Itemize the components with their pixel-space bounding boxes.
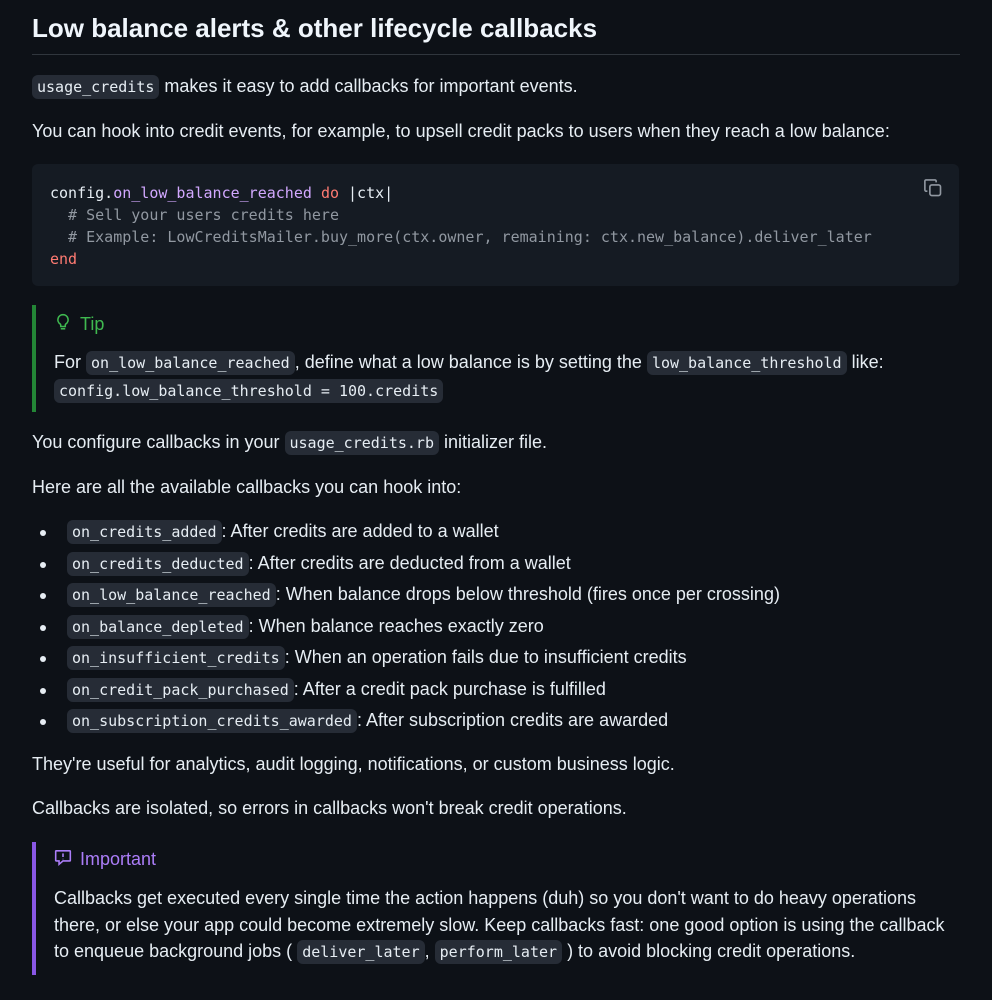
important-text: Callbacks get executed every single time the action happens (duh) so you don't want to do heavy operations there, or else your app could become extremely slow. Keep callbacks fast: one good option is using the callback to enqueue background jobs ( deliver_later , perform_later ) to avoid blocking credit operations. [54, 885, 954, 966]
useful-paragraph: They're useful for analytics, audit logging, notifications, or custom business logic. [32, 754, 675, 774]
inline-code-usage-credits: usage_credits [32, 75, 159, 99]
section-heading: Low balance alerts & other lifecycle callbacks [32, 13, 598, 43]
isolated-paragraph: Callbacks are isolated, so errors in callbacks won't break credit operations. [32, 798, 627, 818]
inline-code: on_insufficient_credits [67, 646, 285, 670]
tip-text-line2 [54, 380, 443, 401]
inline-code: on_subscription_credits_awarded [67, 709, 357, 733]
copy-icon[interactable] [923, 178, 943, 198]
important-title-label: Important [80, 849, 157, 869]
inline-code: on_credits_deducted [67, 552, 249, 576]
code-block [32, 164, 959, 286]
intro-text: makes it easy to add callbacks for important events. [164, 76, 578, 96]
important-callout [32, 842, 157, 975]
heading-divider [32, 54, 960, 55]
code-content: config.on_low_balance_reached do |ctx| # Sell your users credits here # Example: LowCreditsMailer.buy_more(ctx.owner, remaining: ctx.new_balance).deliver_later end [50, 184, 872, 268]
important-title [54, 848, 156, 871]
inline-code: deliver_later [297, 940, 424, 964]
inline-code: perform_later [435, 940, 562, 964]
inline-code: on_balance_depleted [67, 615, 249, 639]
tip-title-label: Tip [80, 314, 105, 334]
intro-paragraph [32, 76, 578, 97]
markdown-page: Low balance alerts & other lifecycle callbacks usage_credits makes it easy to add callbacks for important events. You can hook into credit events, for example, to upsell credit packs to users when they reach a low balance: config.on_low_balance_reached do |ctx| # Sell your users credits here # Example: LowCreditsMailer.buy_more(ctx.owner, remaining: ctx.new_balance).deliver_later end Tip For on_low_balance_reached , define what a low balance is by setting the low_balance_threshold like: config.low_balance_threshold = 100.credits You configure callbacks in your usage_credits.rb initializer file. Here are all the available callbacks you can hook into: on_credits_added : After credits are added to a wallet on_credits_deducted : After credits are deducted from a wallet on_low_balance_reached : When balance drops below threshold (fires once per crossing) on_balance_depleted : When balance reaches exactly zero on_insufficient_credits : When an operation fails due to insufficient credits on_credit_pack_purchased : After a credit pack purchase is fulfilled on_subscription_credits_awarded : After subscription credits are awarded They're useful for analytics, audit logging, notifications, or custom business logic. Callbacks are isolated, so errors in callbacks won't break credit operations. Important Callbacks get executed every single time the action happens (duh) so you don't want to do heavy operations there, or else your app could become extremely slow. Keep callbacks fast: one good option is using the callback to enqueue background jobs ( deliver_later , perform_later ) to avoid blocking credit operations. [0, 0, 992, 1000]
lightbulb-icon [54, 313, 72, 336]
inline-code: config.low_balance_threshold = 100.credits [54, 379, 443, 403]
tip-text-line1: For on_low_balance_reached , define what a low balance is by setting the low_balance_threshold like: [54, 352, 884, 373]
inline-code: on_credit_pack_purchased [67, 678, 294, 702]
inline-code: low_balance_threshold [647, 351, 847, 375]
inline-code: on_low_balance_reached [86, 351, 295, 375]
tip-title [54, 313, 104, 336]
inline-code: usage_credits.rb [285, 431, 440, 455]
tip-callout [32, 305, 884, 412]
inline-code: on_credits_added [67, 520, 222, 544]
inline-code: on_low_balance_reached [67, 583, 276, 607]
hook-paragraph: You can hook into credit events, for example, to upsell credit packs to users when they reach a low balance: [32, 121, 890, 141]
configure-paragraph: You configure callbacks in your usage_credits.rb initializer file. [32, 432, 547, 453]
report-icon [54, 848, 72, 871]
list-intro: Here are all the available callbacks you can hook into: [32, 477, 462, 497]
